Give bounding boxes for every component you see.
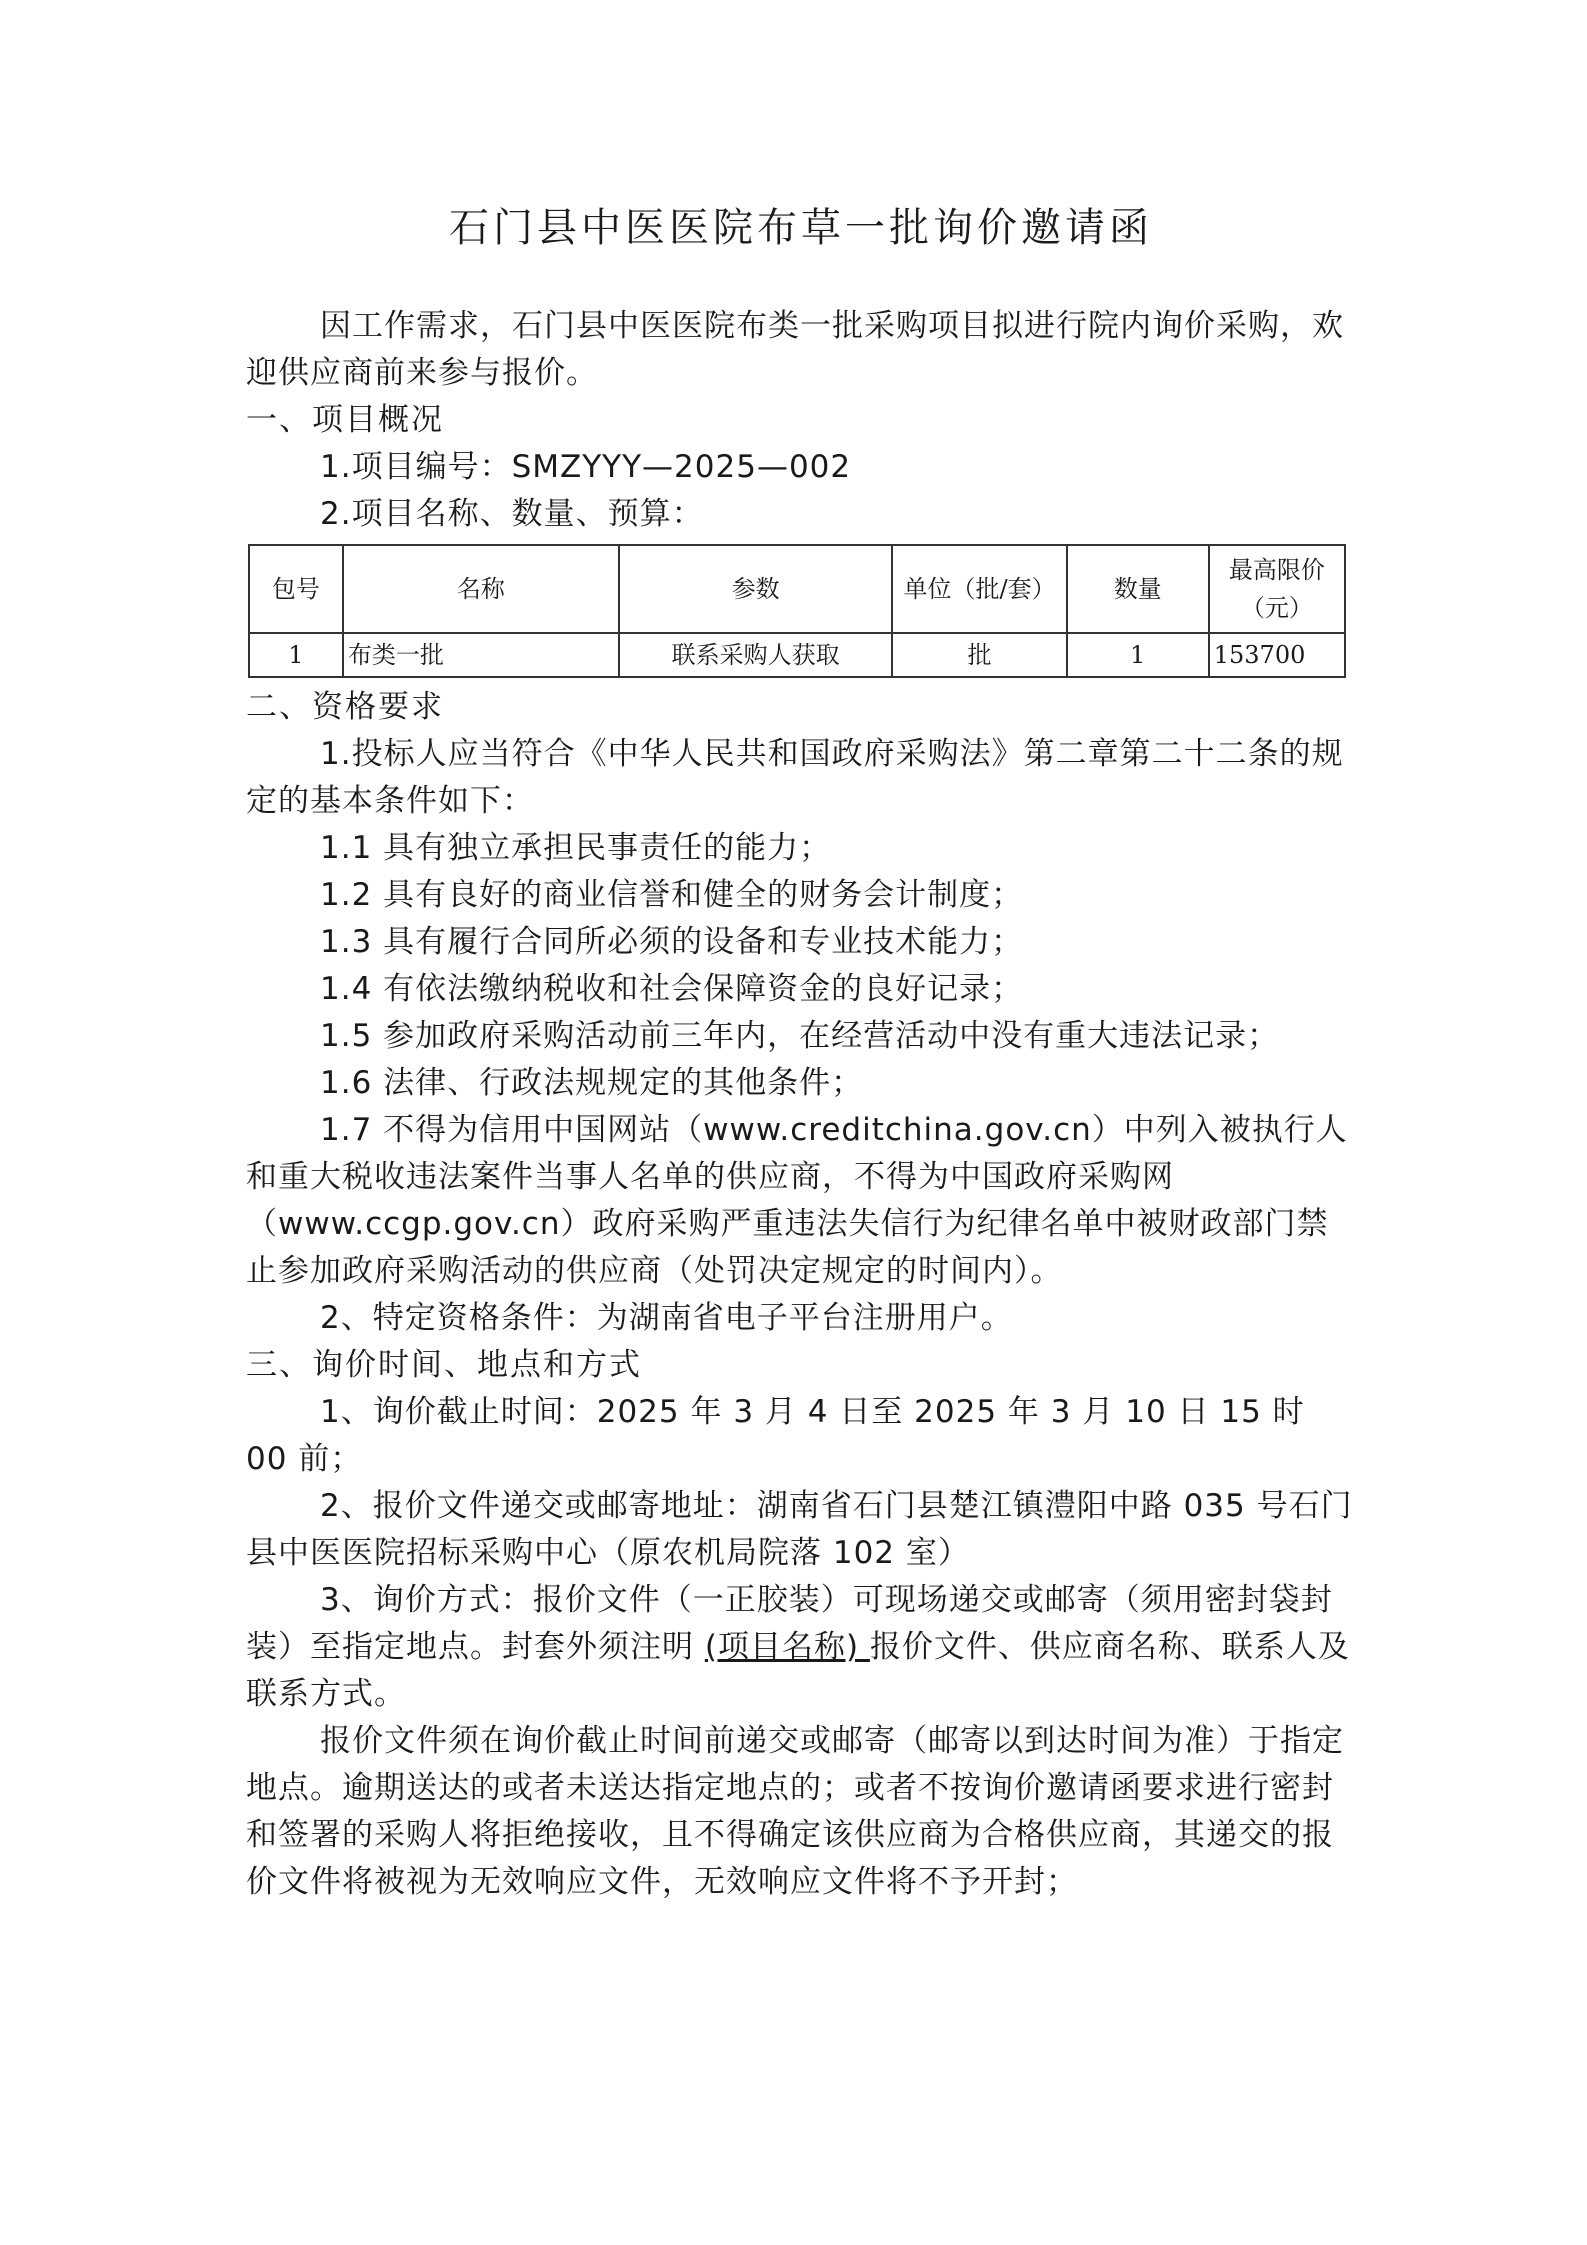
- table-cell: 1: [249, 633, 343, 677]
- inquiry-method-text: 3、询价方式：报价文件（一正胶装）可现场递交或邮寄（须用密封袋封装）至指定地点。封套外须注明: [246, 1582, 1333, 1665]
- qualification-sub-item: 1.7 不得为信用中国网站（www.creditchina.gov.cn）中列入被执行人和重大税收违法案件当事人名单的供应商，不得为中国政府采购网（www.ccgp.gov.cn）政府采购严重违法失信行为纪律名单中被财政部门禁止参加政府采购活动的供应商（处罚决定规定的时间内）。: [246, 1112, 1348, 1289]
- qualification-sub-item: 1.6 法律、行政法规规定的其他条件；: [320, 1065, 864, 1101]
- table-header-cell: 数量: [1067, 545, 1209, 633]
- inquiry-method: [246, 1577, 1356, 1718]
- table-cell: 联系采购人获取: [619, 633, 892, 677]
- table-header-cell: 参数: [619, 545, 892, 633]
- items-table: [248, 544, 1346, 678]
- table-cell: 布类一批: [343, 633, 619, 677]
- table-header-cell: 包号: [249, 545, 343, 633]
- qualification-sub-item: 1.2 具有良好的商业信誉和健全的财务会计制度；: [320, 877, 1024, 913]
- table-header-cell: 名称: [343, 545, 619, 633]
- qualification-item-2: 2、特定资格条件：为湖南省电子平台注册用户。: [320, 1300, 1013, 1336]
- qualification-sub-item: 1.5 参加政府采购活动前三年内，在经营活动中没有重大违法记录；: [320, 1018, 1280, 1054]
- project-number: 1.项目编号：SMZYYY—2025—002: [320, 449, 852, 485]
- document-body: [246, 303, 1356, 1906]
- section-2-heading: 二、资格要求: [246, 689, 444, 725]
- section-1-heading: 一、项目概况: [246, 402, 444, 438]
- inquiry-deadline: 1、询价截止时间：2025 年 3 月 4 日至 2025 年 3 月 10 日 15 时 00 前；: [246, 1394, 1305, 1477]
- table-header-cell: 单位（批/套）: [892, 545, 1066, 633]
- submission-address: 2、报价文件递交或邮寄地址：湖南省石门县楚江镇澧阳中路 035 号石门县中医医院招标采购中心（原农机局院落 102 室）: [246, 1488, 1353, 1571]
- qualification-item-1: 1.投标人应当符合《中华人民共和国政府采购法》第二章第二十二条的规定的基本条件如下：: [246, 736, 1344, 819]
- table-row: [249, 633, 1345, 677]
- project-name-underlined: (项目名称): [704, 1629, 870, 1665]
- project-name-label: 2.项目名称、数量、预算：: [320, 496, 704, 532]
- qualification-sub-item: 1.4 有依法缴纳税收和社会保障资金的良好记录；: [320, 971, 1024, 1007]
- page-title: 石门县中医医院布草一批询价邀请函: [449, 205, 1153, 251]
- submission-note: 报价文件须在询价截止时间前递交或邮寄（邮寄以到达时间为准）于指定地点。逾期送达的或者未送达指定地点的；或者不按询价邀请函要求进行密封和签署的采购人将拒绝接收，且不得确定该供应商为合格供应商，其递交的报价文件将被视为无效响应文件，无效响应文件将不予开封；: [246, 1723, 1344, 1900]
- inquiry-method-text-end: 报价文件、供应商名称、联系人及联系方式。: [246, 1629, 1350, 1712]
- table-cell: 1: [1067, 633, 1209, 677]
- table-header-row: [249, 545, 1345, 633]
- qualification-sub-item: 1.3 具有履行合同所必须的设备和专业技术能力；: [320, 924, 1024, 960]
- intro-paragraph: 因工作需求，石门县中医医院布类一批采购项目拟进行院内询价采购，欢迎供应商前来参与报价。: [246, 308, 1344, 391]
- table-header-cell: 最高限价（元）: [1209, 545, 1345, 633]
- qualification-sub-item: 1.1 具有独立承担民事责任的能力；: [320, 830, 832, 866]
- table-cell: 批: [892, 633, 1066, 677]
- table-cell: 153700: [1209, 633, 1345, 677]
- section-3-heading: 三、询价时间、地点和方式: [246, 1347, 642, 1383]
